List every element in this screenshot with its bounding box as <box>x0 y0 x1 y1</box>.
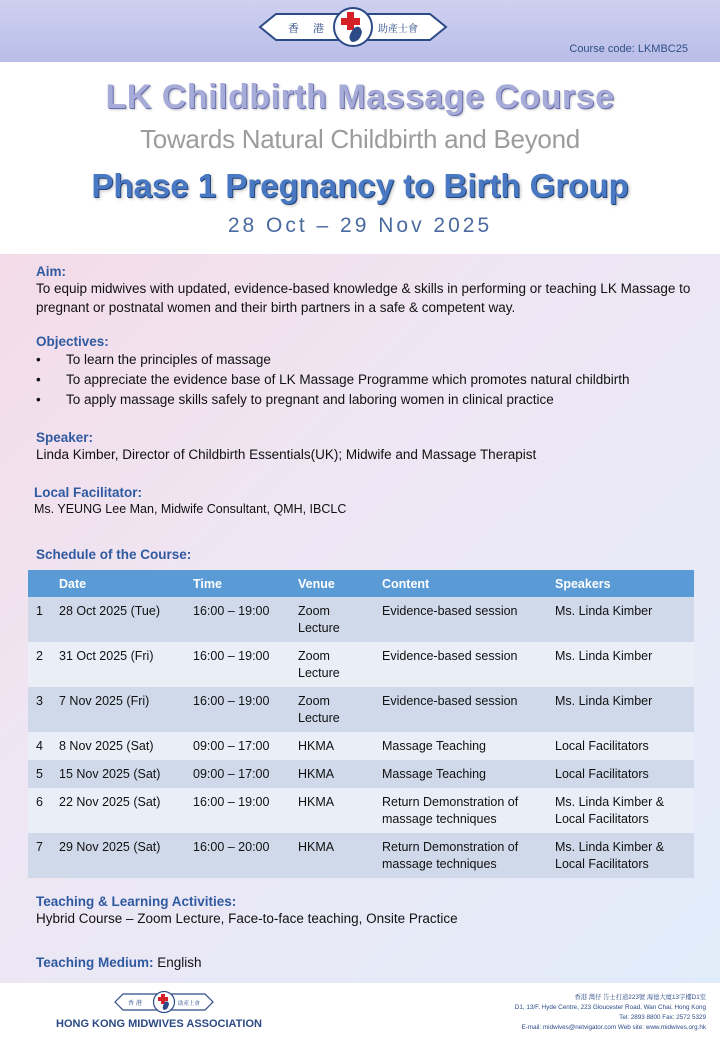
cell-no: 1 <box>28 597 51 642</box>
teaching-text: Hybrid Course – Zoom Lecture, Face-to-face teaching, Onsite Practice <box>36 911 458 926</box>
col-header-speakers: Speakers <box>547 570 694 597</box>
cell-venue: HKMA <box>290 732 374 760</box>
cell-time: 16:00 – 19:00 <box>185 597 290 642</box>
cell-content: Return Demonstration of massage techniques <box>374 788 547 833</box>
cell-venue: HKMA <box>290 788 374 833</box>
cell-speakers: Ms. Linda Kimber & Local Facilitators <box>547 788 694 833</box>
table-row <box>28 597 694 642</box>
cell-no: 5 <box>28 760 51 788</box>
cell-venue: HKMA <box>290 760 374 788</box>
cell-date: 15 Nov 2025 (Sat) <box>51 760 185 788</box>
schedule-heading: Schedule of the Course: <box>36 547 192 562</box>
facilitator-section <box>34 485 694 519</box>
cell-content: Return Demonstration of massage techniques <box>374 833 547 878</box>
teaching-heading: Teaching & Learning Activities: <box>36 894 237 909</box>
cell-speakers: Ms. Linda Kimber & Local Facilitators <box>547 833 694 878</box>
phase-title: Phase 1 Pregnancy to Birth Group <box>91 167 629 204</box>
cell-content: Massage Teaching <box>374 760 547 788</box>
speaker-text: Linda Kimber, Director of Childbirth Essentials(UK); Midwife and Massage Therapist <box>36 447 537 462</box>
footer <box>0 983 720 1040</box>
objective-item <box>36 370 696 390</box>
schedule-table <box>28 570 694 878</box>
aim-text: To equip midwives with updated, evidence-based knowledge & skills in performing or teaching LK Massage to pregnant or postnatal women and their birth partners in a safe & competent way. <box>36 281 691 315</box>
cell-content: Evidence-based session <box>374 642 547 687</box>
table-row <box>28 788 694 833</box>
cell-no: 6 <box>28 788 51 833</box>
cell-date: 28 Oct 2025 (Tue) <box>51 597 185 642</box>
course-title: LK Childbirth Massage Course <box>105 78 615 116</box>
objective-text: To appreciate the evidence base of LK Massage Programme which promotes natural childbirth <box>66 372 630 387</box>
objectives-section <box>36 334 696 410</box>
cell-date: 22 Nov 2025 (Sat) <box>51 788 185 833</box>
cell-venue: Zoom Lecture <box>290 687 374 732</box>
cell-time: 09:00 – 17:00 <box>185 760 290 788</box>
cell-date: 31 Oct 2025 (Fri) <box>51 642 185 687</box>
speaker-section <box>36 430 696 464</box>
cell-venue: Zoom Lecture <box>290 642 374 687</box>
aim-heading: Aim: <box>36 264 66 279</box>
title-block <box>0 62 720 254</box>
cell-time: 16:00 – 19:00 <box>185 642 290 687</box>
svg-text:香: 香 <box>288 22 299 35</box>
objective-item <box>36 390 696 410</box>
table-row <box>28 833 694 878</box>
cell-no: 4 <box>28 732 51 760</box>
course-code: Course code: LKMBC25 <box>569 43 688 55</box>
cell-speakers: Local Facilitators <box>547 760 694 788</box>
footer-logo <box>114 990 214 1014</box>
cell-time: 16:00 – 20:00 <box>185 833 290 878</box>
course-dates: 28 Oct – 29 Nov 2025 <box>227 214 493 237</box>
org-name: HONG KONG MIDWIVES ASSOCIATION <box>56 1018 262 1030</box>
cell-time: 09:00 – 17:00 <box>185 732 290 760</box>
cell-no: 7 <box>28 833 51 878</box>
svg-text:助產士會: 助產士會 <box>378 24 418 35</box>
cell-speakers: Ms. Linda Kimber <box>547 597 694 642</box>
hkma-logo <box>258 6 448 48</box>
tel-fax: Tel: 2893 8800 Fax: 2572 5329 <box>619 1014 706 1021</box>
svg-text:助產士會: 助產士會 <box>178 1001 201 1007</box>
cell-content: Evidence-based session <box>374 687 547 732</box>
cell-date: 29 Nov 2025 (Sat) <box>51 833 185 878</box>
table-row <box>28 732 694 760</box>
email-web: E-mail: midwives@netvigator.com Web site: www.midwives.org.hk <box>521 1024 706 1031</box>
org-address <box>426 993 706 1033</box>
cell-content: Massage Teaching <box>374 732 547 760</box>
col-header-content: Content <box>374 570 547 597</box>
course-subtitle: Towards Natural Childbirth and Beyond <box>140 124 580 154</box>
medium-value: English <box>157 955 202 970</box>
objectives-heading: Objectives: <box>36 334 109 349</box>
objective-item <box>36 350 696 370</box>
medium-section <box>36 953 696 972</box>
objectives-list <box>36 350 696 410</box>
svg-text:香 港: 香 港 <box>128 1000 142 1007</box>
cell-content: Evidence-based session <box>374 597 547 642</box>
cell-date: 7 Nov 2025 (Fri) <box>51 687 185 732</box>
table-row <box>28 642 694 687</box>
svg-text:港: 港 <box>313 22 324 35</box>
col-header-time: Time <box>185 570 290 597</box>
cell-time: 16:00 – 19:00 <box>185 687 290 732</box>
table-row <box>28 687 694 732</box>
objective-text: To apply massage skills safely to pregnant and laboring women in clinical practice <box>66 392 554 407</box>
col-header-date: Date <box>51 570 185 597</box>
col-header-venue: Venue <box>290 570 374 597</box>
cell-date: 8 Nov 2025 (Sat) <box>51 732 185 760</box>
aim-section <box>36 264 696 317</box>
bullet: • <box>36 392 41 407</box>
cell-venue: Zoom Lecture <box>290 597 374 642</box>
table-header-row <box>28 570 694 597</box>
bullet: • <box>36 372 41 387</box>
cell-speakers: Ms. Linda Kimber <box>547 642 694 687</box>
facilitator-text: Ms. YEUNG Lee Man, Midwife Consultant, QMH, IBCLC <box>34 502 347 516</box>
bullet: • <box>36 352 41 367</box>
cell-time: 16:00 – 19:00 <box>185 788 290 833</box>
speaker-heading: Speaker: <box>36 430 94 445</box>
cell-no: 2 <box>28 642 51 687</box>
address-en: D1, 13/F, Hyde Centre, 223 Gloucester Road, Wan Chai, Hong Kong <box>514 1004 706 1011</box>
cell-no: 3 <box>28 687 51 732</box>
facilitator-heading: Local Facilitator: <box>34 485 143 500</box>
cell-speakers: Ms. Linda Kimber <box>547 687 694 732</box>
col-header-no <box>28 570 51 597</box>
table-row <box>28 760 694 788</box>
teaching-section <box>36 894 696 928</box>
cell-speakers: Local Facilitators <box>547 732 694 760</box>
cell-venue: HKMA <box>290 833 374 878</box>
address-zh: 香港 灣仔 告士打道223號 海德大廈13字樓D1室 <box>574 994 706 1001</box>
objective-text: To learn the principles of massage <box>66 352 271 367</box>
medium-heading: Teaching Medium: <box>36 955 154 970</box>
